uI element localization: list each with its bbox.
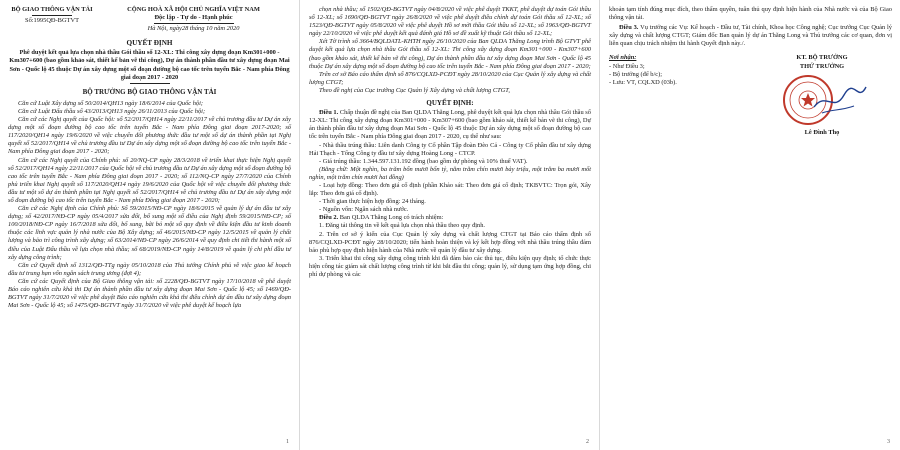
divider: [130, 83, 170, 84]
document-page-3: [601, 0, 900, 450]
list-item: - Thời gian thực hiện hợp đồng: 24 tháng.: [319, 198, 426, 206]
header: [8, 6, 291, 33]
article-1: [309, 109, 591, 214]
list-item: - Nhà thầu trúng thầu: Liên danh Công ty Cổ phần Tập đoàn Đèo Cả - Công ty Cổ phần đầu tư xây dựng Hải Thạch - Tổng Công ty đầu tư xây dựng Hoàng Long - CTCP.: [309, 141, 591, 157]
paragraph: Căn cứ các Nghị định của Chính phủ: Số 59/2015/NĐ-CP ngày 18/6/2015 về quản lý dự án đầu tư xây dựng; số 42/2017/NĐ-CP ngày 05/4/2017 sửa đổi, bổ sung một số điều của Nghị định 59/2015/NĐ-CP; số 100/2018/NĐ-CP ngày 16/7/2018 sửa đổi, bổ sung, bãi bỏ một số quy định về điều kiện đầu tư kinh doanh thuộc các lĩnh vực quản lý nhà nước của Bộ Xây dựng; số 46/2015/NĐ-CP ngày 12/5/2015 về quản lý chất lượng và bảo trì công trình xây dựng; số 63/2014/NĐ-CP ngày 26/6/2014 về quy định chi tiết thi hành một số điều của Luật Đấu thầu về lựa chọn nhà thầu; số 68/2019/NĐ-CP ngày 14/8/2019 về quản lý chi phí đầu tư xây dựng công trình;: [8, 205, 291, 261]
signature-block: [609, 54, 892, 136]
list-item: 2. Trên cơ sở ý kiến của Cục Quản lý xây dựng và chất lượng CTGT tại Báo cáo thẩm định số 876/CQLXD-PCĐT ngày 28/10/2020; tiến hành hoàn thiện và ký kết hợp đồng với nhà thầu trúng thầu đảm bảo phù hợp quy định hiện hành của Nhà nước về quản lý đầu tư xây dựng.: [309, 230, 591, 254]
paragraph: Căn cứ các Nghị quyết của Chính phủ: số 20/NQ-CP ngày 28/3/2018 về triển khai thực hiện Nghị quyết số 52/2017/QH14 ngày 22/11/2017 của Quốc hội về chủ trương đầu tư Dự án xây dựng một số đoạn đường bộ cao tốc trên tuyến Bắc - Nam phía Đông giai đoạn 2017 - 2020; số 112/NQ-CP ngày 27/7/2020 của Chính phủ triển khai Nghị quyết số 117/2020/QH14 ngày 19/6/2020 của Quốc hội về việc chuyển đổi phương thức đầu tư một số dự án thành phần tại Nghị quyết số 52/2017/QH14 về chủ trương đầu tư Dự án xây dựng một số đoạn đường bộ cao tốc trên tuyến Bắc - Nam phía Đông giai đoạn 2017 - 2020;: [8, 156, 291, 204]
recipients-title: Nơi nhận:: [609, 54, 637, 62]
paragraph: Căn cứ Luật Xây dựng số 50/2014/QH13 ngày 18/6/2014 của Quốc hội;: [18, 99, 204, 107]
agency-name: BỘ GIAO THÔNG VẬN TẢI: [11, 6, 93, 13]
document-type: QUYẾT ĐỊNH: [126, 39, 173, 48]
page-number: 3: [887, 438, 890, 445]
page-number: 2: [586, 438, 589, 445]
list-item: - Loại hợp đồng: Theo đơn giá cố định (phần Khảo sát: Theo đơn giá cố định; TKBVTC: Trọn gói, Xây lắp: Theo đơn giá cố định).: [309, 181, 591, 198]
article-3: [609, 24, 892, 48]
signer-name: Lê Đình Thọ: [804, 128, 840, 136]
paragraph: Trên cơ sở Báo cáo thẩm định số 876/CQLXD-PCĐT ngày 28/10/2020 của Cục Quản lý xây dựng và chất lượng CTGT;: [309, 70, 591, 86]
list-item: - Giá trúng thầu: 1.344.597.131.192 đồng (bao gồm dự phòng và 10% thuế VAT).: [319, 157, 528, 165]
recipient-item: - Như Điều 3;: [609, 62, 645, 70]
legal-basis-continued: [309, 6, 591, 95]
paragraph: Căn cứ các Quyết định của Bộ Giao thông vận tải: số 2228/QĐ-BGTVT ngày 17/10/2018 về phê duyệt Báo cáo nghiên cứu khả thi Dự án thành phần đầu tư xây dựng đoạn Mai Sơn - Quốc lộ 45; số 1469/QĐ-BGTVT ngày 31/7/2020 về việc phê duyệt Báo cáo nghiên cứu khả thi điều chỉnh dự án đầu tư xây dựng đoạn Mai Sơn - Quốc lộ 45; số 1475/QĐ-BGTVT ngày 31/7/2020 về việc phê duyệt kế hoạch lựa: [8, 277, 291, 310]
paragraph: khoản tạm tính đúng mục đích, theo thẩm quyền, tuân thủ quy định hiện hành của Nhà nước và của Bộ Giao thông vận tải.: [609, 6, 892, 22]
issuing-authority: BỘ TRƯỞNG BỘ GIAO THÔNG VẬN TẢI: [82, 87, 217, 96]
divider: [32, 15, 72, 16]
article-title: Điều 3.: [619, 24, 639, 32]
article-title: Điều 2.: [319, 214, 339, 222]
sign-title: THỨ TRƯỞNG: [799, 62, 845, 70]
paragraph: chọn nhà thầu; số 1502/QĐ-BGTVT ngày 04/8/2020 về việc phê duyệt TKKT, phê duyệt dự toán Gói thầu số 12-XL; số 1690/QĐ-BGTVT ngày 26/8/2020 về việc phê duyệt điều chỉnh dự toán Gói thầu số 12-XL; số 1523/QĐ-BGTVT ngày 05/8/2020 về việc phê duyệt Hồ sơ mời thầu Gói thầu số 12-XL; số 1963/QĐ-BGTVT ngày 22/10/2020 về việc phê duyệt kết quả đánh giá Hồ sơ đề xuất kỹ thuật Gói thầu số 12-XL;: [309, 6, 591, 38]
list-item: 3. Triển khai thi công xây dựng công trình khi đã đảm bảo các thủ tục, điều kiện quy định; tổ chức thực hiện công tác giám sát chất lượng công trình từ khi bắt đầu thi công; quản lý, sử dụng tạm ứng hợp đồng, chi phí dự phòng và các: [309, 254, 591, 278]
article-text: Chấp thuận đề nghị của Ban QLDA Thăng Long, phê duyệt kết quả lựa chọn nhà thầu Gói thầu số 12-XL: Thi công xây dựng đoạn Km301+000 - Km307+600 (bao gồm khảo sát, thiết kế bản vẽ thi công), Dự án thành phần đầu tư xây dựng đoạn Mai Sơn - Quốc lộ 45 thuộc Dự án xây dựng một số đoạn đường bộ cao tốc trên tuyến Bắc - Nam phía Đông giai đoạn 2017 - 2020, cụ thể như sau:: [309, 109, 591, 141]
sign-title: KT. BỘ TRƯỞNG: [796, 54, 848, 62]
signer-area: [752, 54, 892, 136]
list-item: (Bằng chữ: Một nghìn, ba trăm bốn mươi bốn tỷ, năm trăm chín mươi bảy triệu, một trăm ba mươi mốt nghìn, một trăm chín mươi hai đồng): [309, 165, 591, 181]
legal-basis: [8, 100, 291, 310]
divider: [154, 23, 234, 24]
article-2-continued: [609, 6, 892, 22]
recipient-item: - Lưu: VT, CQLXD (03b).: [609, 78, 677, 86]
paragraph: Theo đề nghị của Cục trưởng Cục Quản lý Xây dựng và chất lượng CTGT,: [319, 86, 510, 94]
document-number: Số:1995QĐ-BGTVT: [25, 17, 79, 25]
motto: Độc lập - Tự do - Hạnh phúc: [154, 14, 233, 22]
document-page-1: [0, 0, 300, 450]
header-left: [8, 6, 96, 33]
recipients: [609, 54, 719, 136]
decides-heading: QUYẾT ĐỊNH:: [426, 99, 474, 108]
list-item: - Nguồn vốn: Ngân sách nhà nước.: [319, 206, 409, 214]
document-page-2: [301, 0, 600, 450]
paragraph: Căn cứ Quyết định số 1312/QĐ-TTg ngày 05/10/2018 của Thủ tướng Chính phủ về việc giao kế hoạch đầu tư trung hạn vốn ngân sách trung ương (đợt 4);: [8, 261, 291, 277]
paragraph: Căn cứ các Nghị quyết của Quốc hội: số 52/2017/QH14 ngày 22/11/2017 về chủ trương đầu tư Dự án xây dựng một số đoạn đường bộ cao tốc trên tuyến Bắc - Nam phía Đông giai đoạn 2017-2020; số 117/2020/QH14 ngày 19/6/2020 về việc chuyển đổi phương thức đầu tư một số dự án thành phần tại Nghị quyết số 52/2017/QH14 về chủ trương đầu tư Dự án xây dựng một số đoạn đường bộ cao tốc trên tuyến Bắc - Nam phía Đông giai đoạn 2017 - 2020;: [8, 116, 291, 156]
article-title: Điều 1.: [319, 109, 339, 117]
paragraph: Xét Tờ trình số 3664/BQLDATL-KHTH ngày 26/10/2020 của Ban QLDA Thăng Long trình Bộ GTVT phê duyệt kết quả lựa chọn nhà thầu Gói thầu số 12-XL: Thi công xây dựng đoạn Km301+000 - Km307+600 (bao gồm khảo sát, thiết kế bản vẽ thi công), Dự án thành phần đầu tư xây dựng đoạn Mai Sơn - Quốc lộ 45 thuộc Dự án xây dựng một số đoạn đường bộ cao tốc trên tuyến Bắc - Nam phía Đông giai đoạn 2017 - 2020;: [309, 38, 591, 70]
document-subject: Phê duyệt kết quả lựa chọn nhà thầu Gói thầu số 12-XL: Thi công xây dựng đoạn Km301+000 - Km307+600 (bao gồm khảo sát, thiết kế bản vẽ thi công), Dự án thành phần đầu tư xây dựng đoạn Mai Sơn - Quốc lộ 45 thuộc Dự án xây dựng một số đoạn đường bộ cao tốc trên tuyến Bắc - Nam phía Đông giai đoạn 2017 - 2020: [9, 49, 290, 81]
signature-icon: [814, 87, 866, 107]
list-item: 1. Đăng tải thông tin về kết quả lựa chọn nhà thầu theo quy định.: [319, 222, 486, 230]
official-seal-icon: [774, 73, 870, 127]
header-right: [96, 6, 291, 33]
article-2: [309, 214, 591, 279]
republic-title: CỘNG HOÀ XÃ HỘI CHỦ NGHĨA VIỆT NAM: [127, 6, 260, 13]
article-text: Vụ trưởng các Vụ: Kế hoạch - Đầu tư, Tài chính, Khoa học Công nghệ; Cục trưởng Cục Quản lý xây dựng và chất lượng CTGT; Giám đốc Ban quản lý dự án Thăng Long và Thủ trưởng các cơ quan, đơn vị liên quan chịu trách nhiệm thi hành Quyết định này./.: [609, 24, 892, 48]
place-date: Hà Nội, ngày28 tháng 10 năm 2020: [147, 25, 240, 33]
page-number: 1: [286, 438, 289, 445]
article-text: Ban QLDA Thăng Long có trách nhiệm:: [339, 214, 444, 222]
recipient-item: - Bộ trưởng (để b/c);: [609, 70, 662, 78]
paragraph: Căn cứ Luật Đấu thầu số 43/2013/QH13 ngày 26/11/2013 của Quốc hội;: [18, 107, 206, 115]
